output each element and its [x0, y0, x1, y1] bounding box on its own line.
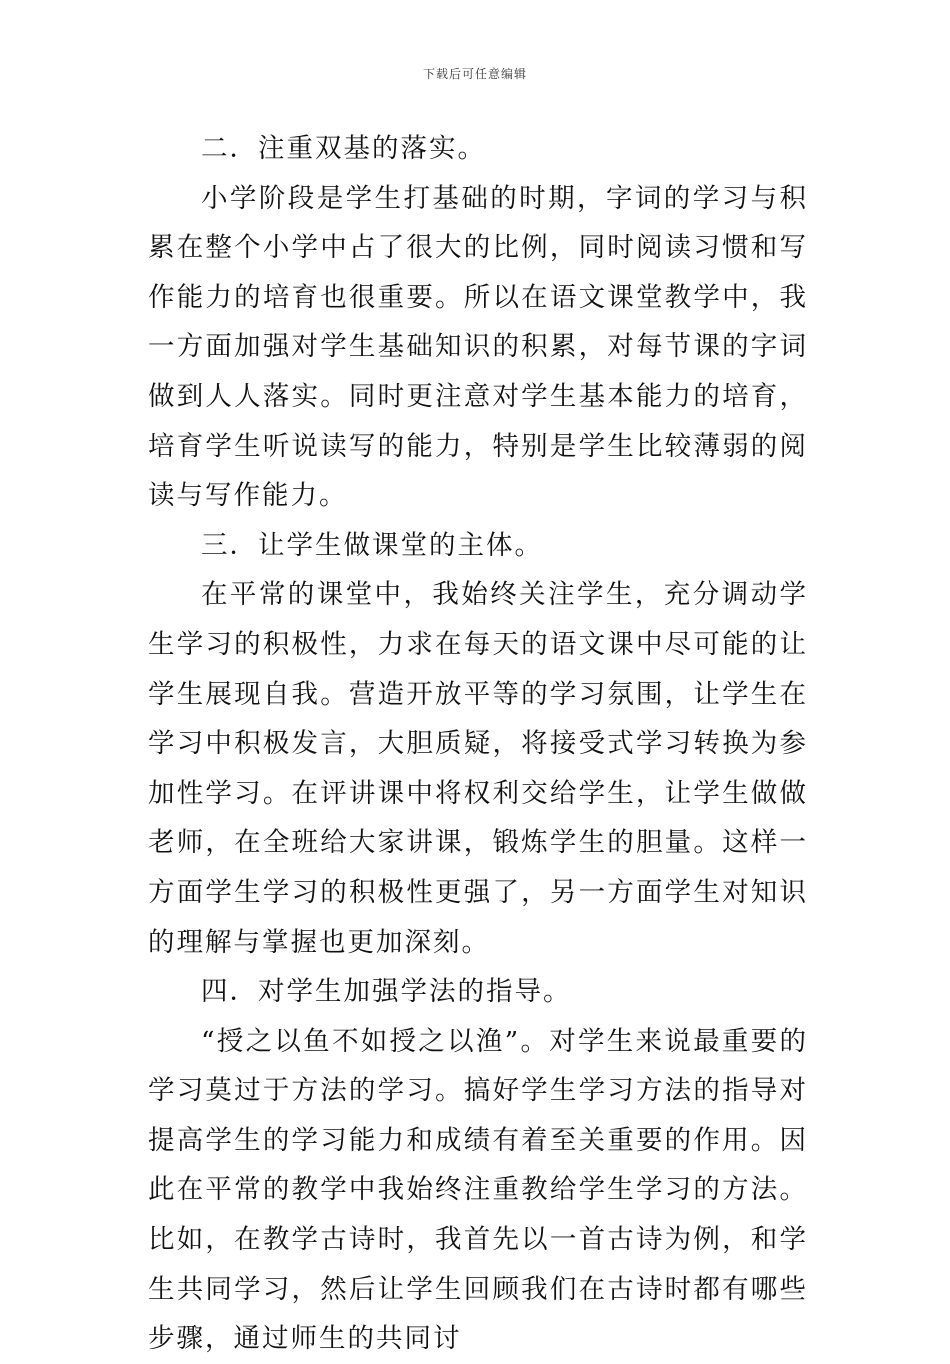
page-header-note: 下载后可任意编辑: [422, 67, 527, 81]
section-heading-4: 四．对学生加强学法的指导。: [201, 976, 572, 1008]
paragraph-1: 小学阶段是学生打基础的时期，字词的学习与积累在整个小学中占了很大的比例，同时阅读习惯和写作能力的培育也很重要。所以在语文课堂教学中，我一方面加强对学生基础知识的积累，对每节课的字词做到人人落实。同时更注意对学生基本能力的培育，培育学生听说读写的能力，特别是学生比较薄弱的阅读与写作能力。: [148, 182, 808, 512]
paragraph-2: 在平常的课堂中，我始终关注学生，充分调动学生学习的积极性，力求在每天的语文课中尽可能的让学生展现自我。营造开放平等的学习氛围，让学生在学习中积极发言，大胆质疑，将接受式学习转换为参加性学习。在评讲课中将权利交给学生，让学生做做老师，在全班给大家讲课，锻炼学生的胆量。这样一方面学生学习的积极性更强了，另一方面学生对知识的理解与掌握也更加深刻。: [148, 579, 808, 958]
paragraph-3: “授之以鱼不如授之以渔”。对学生来说最重要的学习莫过于方法的学习。搞好学生学习方法的指导对提高学生的学习能力和成绩有着至关重要的作用。因此在平常的教学中我始终注重教给学生学习的方法。比如，在教学古诗时，我首先以一首古诗为例，和学生共同学习，然后让学生回顾我们在古诗时都有哪些步骤，通过师生的共同讨: [148, 1025, 808, 1355]
section-heading-2: 二．注重双基的落实。: [201, 133, 486, 164]
section-heading-3: 三．让学生做课堂的主体。: [201, 529, 543, 561]
document-body: [148, 124, 808, 1364]
